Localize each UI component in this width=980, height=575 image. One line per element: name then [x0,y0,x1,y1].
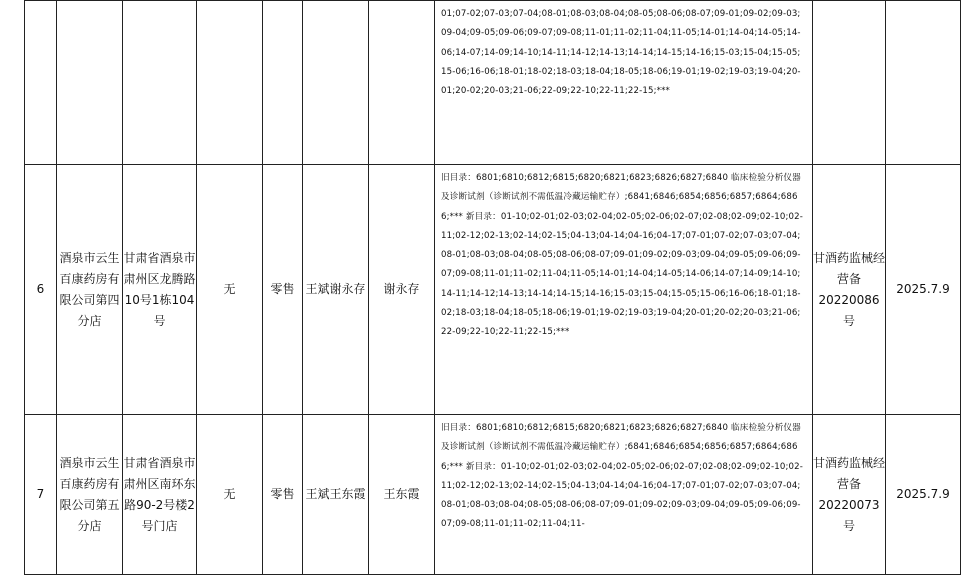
issue-date: 2025.7.9 [886,415,961,575]
business-mode: 零售 [263,165,303,415]
company-name: 酒泉市云生百康药房有限公司第四分店 [57,165,123,415]
legal-representative [197,1,263,165]
record-table [24,0,961,575]
business-scope: 旧目录：6801;6810;6812;6815;6820;6821;6823;6826;6827;6840 临床检验分析仪器及诊断试剂（诊断试剂不需低温冷藏运输贮存）;6841;6846;6854;6856;6857;6864;6866;*** 新目录：01-10;02-01;02-03;02-04;02-05;02-06;02-07;02-08;02-09;02-10;02-11;02-12;02-13;02-14;02-15;04-13;04-14;04-16;04-17;07-01;07-02;07-03;07-04;08-01;08-03;08-04;08-05;08-06;08-07;09-01;09-02;09-03;09-04;09-05;09-06;09-07;09-08;11-01;11-02;11-04;11-05;14-01;14-04;14-05;14-06;14-07;14-09;14-10;14-11;14-12;14-13;14-14;14-15;14-16;15-03;15-04;15-05;15-06;16-06;18-01;18-02;18-03;18-04;18-05;18-06;19-01;19-02;19-03;19-04;20-01;20-02;20-03;21-06;22-09;22-10;22-11;22-15;*** [435,165,813,415]
company-name: 酒泉市云生百康药房有限公司第五分店 [57,415,123,575]
legal-representative: 无 [197,415,263,575]
principal [303,1,369,165]
address [123,1,197,165]
business-scope: 旧目录：6801;6810;6812;6815;6820;6821;6823;6826;6827;6840 临床检验分析仪器及诊断试剂（诊断试剂不需低温冷藏运输贮存）;6841;6846;6854;6856;6857;6864;6866;*** 新目录：01-10;02-01;02-03;02-04;02-05;02-06;02-07;02-08;02-09;02-10;02-11;02-12;02-13;02-14;02-15;04-13;04-14;04-16;04-17;07-01;07-02;07-03;07-04;08-01;08-03;08-04;08-05;08-06;08-07;09-01;09-02;09-03;09-04;09-05;09-06;09-07;09-08;11-01;11-02;11-04;11- [435,415,813,575]
business-scope: 01;07-02;07-03;07-04;08-01;08-03;08-04;08-05;08-06;08-07;09-01;09-02;09-03;09-04;09-05;09-06;09-07;09-08;11-01;11-02;11-04;11-05;14-01;14-04;14-05;14-06;14-07;14-09;14-10;14-11;14-12;14-13;14-14;14-15;14-16;15-03;15-04;15-05;15-06;16-06;18-01;18-02;18-03;18-04;18-05;18-06;19-01;19-02;19-03;19-04;20-01;20-02;20-03;21-06;22-09;22-10;22-11;22-15;*** [435,1,813,165]
quality-manager: 王东霞 [369,415,435,575]
license-number: 甘酒药监械经营备20220073号 [813,415,886,575]
address: 甘肃省酒泉市肃州区龙腾路10号1栋104号 [123,165,197,415]
principal: 王斌谢永存 [303,165,369,415]
legal-representative: 无 [197,165,263,415]
quality-manager [369,1,435,165]
issue-date: 2025.7.9 [886,165,961,415]
table-row [25,1,961,165]
row-number: 7 [25,415,57,575]
row-number: 6 [25,165,57,415]
table-row [25,165,961,415]
row-number [25,1,57,165]
address: 甘肃省酒泉市肃州区南环东路90-2号楼2号门店 [123,415,197,575]
business-mode [263,1,303,165]
business-mode: 零售 [263,415,303,575]
principal: 王斌王东霞 [303,415,369,575]
table-row [25,415,961,575]
company-name [57,1,123,165]
issue-date [886,1,961,165]
license-number: 甘酒药监械经营备20220086号 [813,165,886,415]
license-number [813,1,886,165]
quality-manager: 谢永存 [369,165,435,415]
